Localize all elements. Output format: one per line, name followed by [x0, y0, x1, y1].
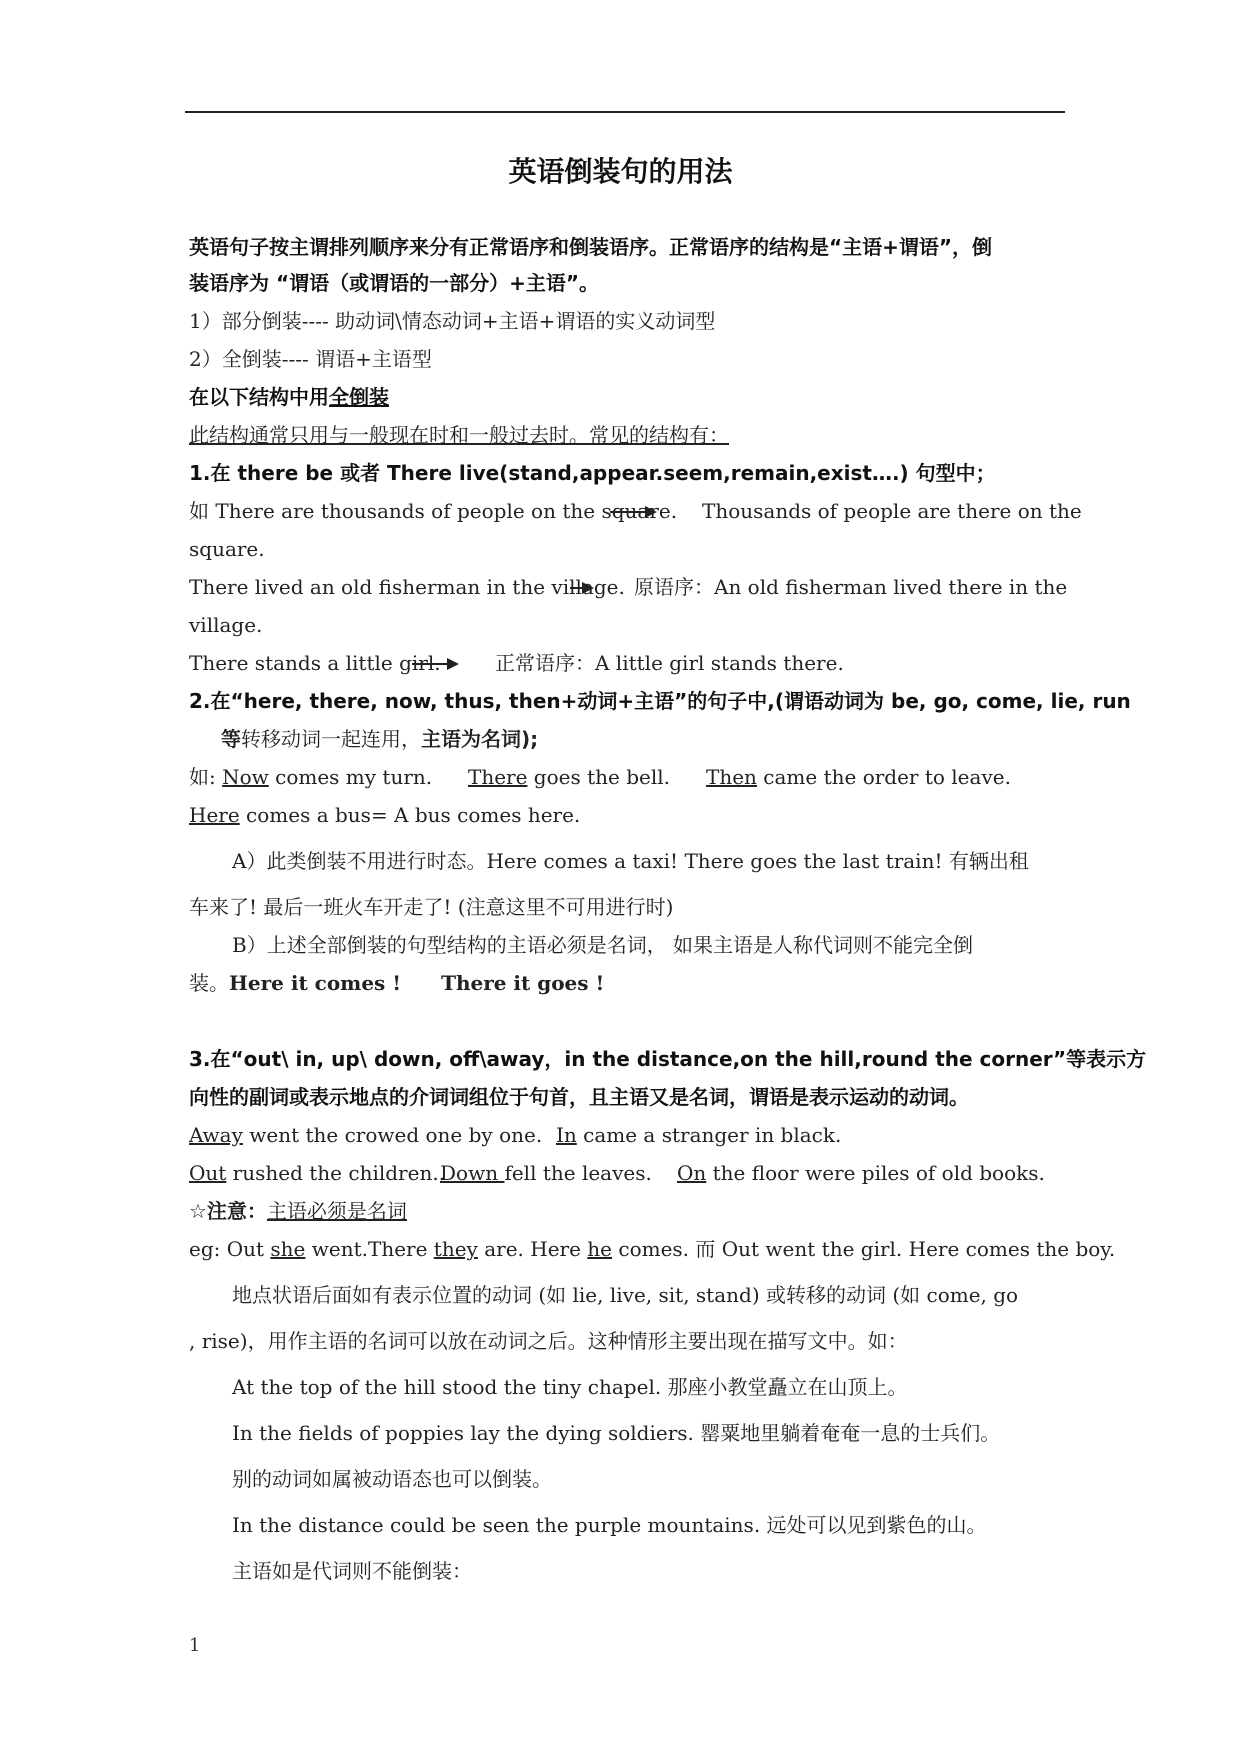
section-3-example-2c [677, 1159, 1045, 1187]
section-2-example-1b [468, 763, 670, 791]
example-keyword: Away [189, 1123, 243, 1147]
header-rule [185, 111, 1065, 113]
section-1-example-1: 如 There are thousands of people on the square. [189, 499, 678, 523]
heading-underlined: 全倒装 [329, 385, 389, 409]
location-example-1: At the top of the hill stood the tiny chapel. 那座小教堂矗立在山顶上。 [232, 1375, 908, 1399]
note-a-line-2: 车来了! 最后一班火车开走了! (注意这里不可用进行时) [189, 895, 674, 919]
example-keyword: In [556, 1123, 577, 1147]
example-keyword: Here [189, 803, 240, 827]
intro-line-1: 英语句子按主谓排列顺序来分有正常语序和倒装语序。正常语序的结构是“主语+谓语”，倒 [189, 235, 993, 259]
note-example: Here it comes ! [229, 971, 402, 995]
example-rest: comes a bus= A bus comes here. [239, 803, 581, 827]
section-1-example-1-normal: Thousands of people are there on the [702, 499, 1082, 523]
example-keyword: Now [222, 765, 269, 789]
note-b-line-1: B）上述全部倒装的句型结构的主语必须是名词， 如果主语是人称代词则不能完全倒 [232, 933, 974, 957]
eg-pronoun: he [587, 1237, 613, 1261]
section-2-heading: 2.在“here, there, now, thus, then+动词+主语”的句子中,(谓语动词为 be, go, come, lie, run [189, 689, 1131, 713]
example-rest: rushed the children.. [226, 1161, 446, 1185]
pronoun-note: 主语如是代词则不能倒装： [232, 1559, 472, 1583]
location-note-2: , rise)，用作主语的名词可以放在动词之后。这种情形主要出现在描写文中。如： [189, 1329, 908, 1353]
full-inversion-heading [189, 383, 389, 411]
location-note-1: 地点状语后面如有表示位置的动词 (如 lie, live, sit, stand) 或转移的动词 (如 come, go [232, 1283, 1019, 1307]
note-example: There it goes ! [441, 971, 605, 995]
example-keyword: On [677, 1161, 707, 1185]
section-3-example-2b [440, 1159, 652, 1187]
section-2-example-1a [189, 763, 432, 791]
example-rest: went the crowed one by one. [242, 1123, 543, 1147]
heading-text: 在以下结构中用 [189, 385, 329, 409]
inversion-type-partial: 1）部分倒装---- 助动词\情态动词+主语+谓语的实义动词型 [189, 309, 716, 333]
section-1-example-3-normal: 正常语序：A little girl stands there. [495, 651, 844, 675]
arrow-icon [412, 663, 457, 665]
arrow-icon [570, 587, 592, 589]
full-inversion-note: 此结构通常只用与一般现在时和一般过去时。常见的结构有： [189, 423, 729, 447]
section-1-example-1-cont: square. [189, 537, 265, 561]
example-rest: came a stranger in black. [576, 1123, 842, 1147]
intro-line-2: 装语序为 “谓语（或谓语的一部分）+主语”。 [189, 271, 600, 295]
eg-text: went.There [305, 1237, 434, 1261]
example-rest: fell the leaves. [504, 1161, 652, 1185]
example-rest: goes the bell. [527, 765, 671, 789]
section-2-heading-cont [221, 725, 538, 753]
section-1-example-2-normal: 原语序：An old fisherman lived there in the [634, 575, 1068, 599]
eg-text: comes. 而 Out went the girl. Here comes the boy. [612, 1237, 1116, 1261]
eg-pronoun: she [270, 1237, 306, 1261]
section-3-heading-1: 3.在“out\ in, up\ down, off\away，in the distance,on the hill,round the corner”等表示方 [189, 1047, 1147, 1071]
note-b-line-2 [189, 969, 604, 997]
location-example-2: In the fields of poppies lay the dying soldiers. 罂粟地里躺着奄奄一息的士兵们。 [232, 1421, 1001, 1445]
document-title: 英语倒装句的用法 [508, 155, 733, 188]
note-text: 装。 [189, 971, 229, 995]
section-2-example-1c [706, 763, 1011, 791]
inversion-type-full: 2）全倒装---- 谓语+主语型 [189, 347, 432, 371]
section-1-example-2: There lived an old fisherman in the village. [189, 575, 625, 599]
section-2-example-2 [189, 801, 580, 829]
example-rest: came the order to leave. [756, 765, 1011, 789]
eg-pronoun: they [433, 1237, 478, 1261]
section-1-heading: 1.在 there be 或者 There live(stand,appear.seem,remain,exist….) 句型中； [189, 461, 996, 485]
arrow-icon [610, 511, 655, 513]
attention-label: ☆注意： [189, 1199, 267, 1223]
example-rest: the floor were piles of old books. [706, 1161, 1045, 1185]
section-3-heading-2: 向性的副词或表示地点的介词词组位于句首，且主语又是名词，谓语是表示运动的动词。 [189, 1085, 969, 1109]
page-number: 1 [189, 1635, 201, 1656]
heading-part: 等 [221, 727, 241, 751]
section-3-example-1b [556, 1121, 841, 1149]
eg-text: eg: Out [189, 1237, 271, 1261]
heading-part: 主语为名词); [421, 727, 539, 751]
example-rest: comes my turn. [268, 765, 433, 789]
example-keyword: There [468, 765, 528, 789]
note-a-line-1: A）此类倒装不用进行时态。Here comes a taxi! There goes the last train! 有辆出租 [232, 849, 1029, 873]
section-3-example-2a [189, 1159, 445, 1187]
example-prefix: 如: [189, 765, 223, 789]
eg-text: are. Here [477, 1237, 588, 1261]
passive-note: 别的动词如属被动语态也可以倒装。 [232, 1467, 552, 1491]
eg-line [189, 1235, 1115, 1263]
passive-example: In the distance could be seen the purple mountains. 远处可以见到紫色的山。 [232, 1513, 987, 1537]
section-3-example-1a [189, 1121, 542, 1149]
section-1-example-3: There stands a little girl. [189, 651, 441, 675]
attention-note [189, 1197, 407, 1225]
section-1-example-2-cont: village. [189, 613, 263, 637]
example-keyword: Down [440, 1161, 505, 1185]
example-keyword: Then [706, 765, 757, 789]
example-keyword: Out [189, 1161, 227, 1185]
attention-text: 主语必须是名词 [266, 1199, 407, 1223]
heading-part: 转移动词一起连用， [241, 727, 421, 751]
